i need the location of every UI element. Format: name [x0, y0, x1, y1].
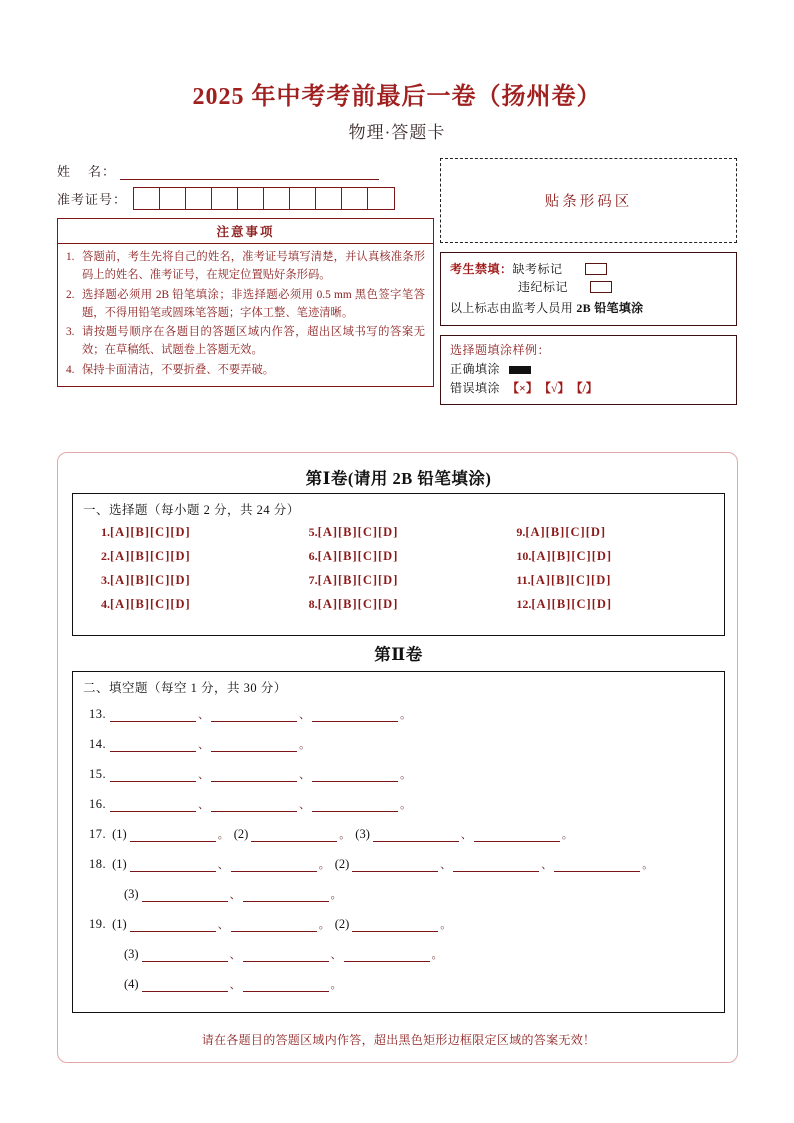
- volume-2-heading: 第Ⅱ卷: [374, 645, 423, 664]
- answer-blank[interactable]: [231, 858, 317, 872]
- answer-blank[interactable]: [373, 828, 459, 842]
- blank-terminator: 。: [431, 949, 443, 961]
- answer-blank[interactable]: [474, 828, 560, 842]
- exam-id-cell[interactable]: [160, 188, 186, 209]
- blank-separator: 、: [460, 829, 472, 841]
- blank-terminator: 。: [330, 979, 342, 991]
- page-title: 2025 年中考考前最后一卷（扬州卷）: [192, 84, 602, 110]
- absent-mark-row: [450, 260, 727, 278]
- exam-id-cell[interactable]: [316, 188, 342, 209]
- exam-id-row: [57, 186, 434, 210]
- footer-note: 请在各题目的答题区域内作答，超出黑色矩形边框限定区域的答案无效！: [201, 1033, 596, 1047]
- notice-item-text: 答题前，考生先将自己的姓名，准考证号填写清楚，并认真核准条形码上的姓名、准考证号，在规定位置贴好条形码。: [82, 251, 425, 282]
- choice-question-5[interactable]: [309, 525, 517, 540]
- fill-question-number: 16.: [89, 797, 107, 811]
- notice-title: 注意事项: [58, 219, 433, 244]
- choice-question-number: 1.: [101, 525, 110, 539]
- choice-question-number: 4.: [101, 597, 110, 611]
- blank-terminator: 。: [440, 919, 452, 931]
- fill-part-label: (3): [355, 827, 370, 841]
- correct-fill-row: [450, 360, 727, 379]
- fill-question-row: [89, 796, 724, 812]
- fill-question-row: [89, 736, 724, 752]
- notice-item: [66, 361, 425, 379]
- fill-part-label: (1): [112, 857, 127, 871]
- notice-item-number: 1.: [66, 251, 75, 263]
- blank-terminator: 。: [318, 919, 330, 931]
- choice-question-4[interactable]: [101, 597, 309, 612]
- fill-part-label: (4): [124, 977, 139, 991]
- forbidden-marks-box: [440, 252, 737, 326]
- answer-blank[interactable]: [110, 768, 196, 782]
- fill-in-blank-section-label: 二、填空题（每空 1 分，共 30 分）: [83, 681, 287, 695]
- blank-separator: 、: [198, 739, 210, 751]
- choice-question-number: 11.: [516, 573, 531, 587]
- fill-in-blank-list: [73, 696, 724, 992]
- answer-blank[interactable]: [344, 948, 430, 962]
- choice-question-12[interactable]: [516, 597, 724, 612]
- fill-question-row: [89, 766, 724, 782]
- wrong-mark-check-icon: 【√】: [544, 380, 570, 395]
- blank-terminator: 。: [400, 799, 412, 811]
- answer-blank[interactable]: [251, 828, 337, 842]
- blank-separator: 、: [299, 799, 311, 811]
- fill-part-label: (2): [233, 827, 249, 841]
- choice-options[interactable]: [A][B][C][D]: [317, 573, 399, 587]
- wrong-fill-label: 错误填涂: [450, 380, 501, 395]
- choice-question-9[interactable]: [516, 525, 724, 540]
- answer-blank[interactable]: [142, 978, 228, 992]
- choice-options[interactable]: [A][B][C][D]: [110, 597, 191, 611]
- barcode-area-label: 贴条形码区: [544, 194, 633, 210]
- choice-question-11[interactable]: [516, 573, 724, 588]
- fill-question-number: 13.: [89, 707, 107, 721]
- answer-blank[interactable]: [211, 768, 297, 782]
- page-subtitle: 物理·答题卡: [348, 123, 446, 142]
- exam-id-label: 准考证号：: [57, 191, 128, 207]
- exam-id-cell[interactable]: [264, 188, 290, 209]
- correct-fill-mark-icon: [509, 366, 531, 374]
- fill-part-label: (2): [334, 857, 350, 871]
- choice-question-number: 5.: [308, 525, 318, 539]
- answer-blank[interactable]: [453, 858, 539, 872]
- choice-options[interactable]: [A][B][C][D]: [531, 597, 613, 611]
- choice-question-10[interactable]: [516, 549, 724, 564]
- blank-separator: 、: [198, 709, 210, 721]
- barcode-and-marks-column: [440, 158, 737, 405]
- choice-question-8[interactable]: [309, 597, 517, 612]
- forbidden-label: 考生禁填：: [450, 262, 513, 276]
- choice-options[interactable]: [A][B][C][D]: [110, 525, 191, 539]
- fill-question-number: 14.: [89, 737, 107, 751]
- answer-blank[interactable]: [110, 798, 196, 812]
- answer-blank[interactable]: [243, 888, 329, 902]
- name-label: 姓 名：: [57, 164, 117, 179]
- fill-sample-title: 选择题填涂样例：: [450, 343, 551, 357]
- choice-options[interactable]: [A][B][C][D]: [525, 525, 607, 539]
- choice-options[interactable]: [A][B][C][D]: [317, 597, 399, 611]
- answer-blank[interactable]: [352, 858, 438, 872]
- fill-question-row: [89, 856, 724, 872]
- choice-question-number: 12.: [516, 597, 532, 611]
- blank-terminator: 。: [217, 829, 229, 841]
- choice-question-number: 3.: [101, 573, 110, 587]
- answer-blank[interactable]: [554, 858, 640, 872]
- choice-question-number: 10.: [516, 549, 532, 563]
- choice-question-2[interactable]: [101, 549, 309, 564]
- choice-question-3[interactable]: [101, 573, 309, 588]
- wrong-mark-cross-icon: 【×】: [507, 380, 538, 395]
- blank-separator: 、: [229, 979, 241, 991]
- forbidden-note-bold: 2B 铅笔填涂: [576, 301, 644, 315]
- blank-terminator: 。: [400, 769, 412, 781]
- volume-1-heading: 第Ⅰ卷(请用 2B 铅笔填涂): [305, 469, 492, 488]
- exam-id-cell[interactable]: [368, 188, 394, 209]
- blank-terminator: 。: [400, 709, 412, 721]
- fill-question-row: [115, 946, 724, 962]
- choice-question-1[interactable]: [101, 525, 309, 540]
- blank-terminator: 。: [642, 859, 654, 871]
- fill-question-row: [115, 886, 724, 902]
- fill-in-blank-area: [72, 671, 725, 1013]
- fill-sample-box: [440, 335, 737, 405]
- notice-item-number: 4.: [66, 363, 75, 376]
- violation-mark-checkbox[interactable]: [590, 281, 612, 293]
- exam-id-cell[interactable]: [134, 188, 160, 209]
- blank-separator: 、: [229, 889, 241, 901]
- notice-item-number: 2.: [66, 288, 75, 301]
- notice-box: [57, 218, 434, 387]
- choice-options[interactable]: [A][B][C][D]: [531, 549, 613, 563]
- fill-question-row: [115, 976, 724, 992]
- choice-question-number: 2.: [101, 549, 110, 563]
- answer-blank[interactable]: [312, 768, 398, 782]
- answer-blank[interactable]: [130, 858, 216, 872]
- notice-item: [66, 248, 425, 285]
- fill-part-label: (3): [124, 887, 139, 901]
- answer-blank[interactable]: [142, 888, 228, 902]
- name-input-line[interactable]: [120, 164, 379, 180]
- name-row: [57, 158, 434, 180]
- answer-blank[interactable]: [110, 708, 196, 722]
- violation-mark-row: [450, 278, 727, 296]
- page-title-block: [0, 82, 794, 143]
- answer-blank[interactable]: [231, 918, 317, 932]
- blank-separator: 、: [198, 799, 210, 811]
- blank-terminator: 。: [339, 829, 351, 841]
- blank-separator: 、: [541, 859, 553, 871]
- fill-part-label: (1): [112, 917, 127, 931]
- fill-question-number: 15.: [89, 767, 107, 781]
- answer-blank[interactable]: [312, 798, 398, 812]
- choice-question-7[interactable]: [309, 573, 517, 588]
- multiple-choice-area: [72, 493, 725, 636]
- notice-item: [66, 323, 425, 360]
- absent-mark-label: 缺考标记: [512, 262, 563, 276]
- fill-part-label: (1): [112, 827, 127, 841]
- exam-id-cell[interactable]: [212, 188, 238, 209]
- answer-blank[interactable]: [312, 708, 398, 722]
- notice-item-text: 选择题必须用 2B 铅笔填涂；非选择题必须用 0.5 mm 黑色签字笔答题，不得用铅笔或圆珠笔答题；字体工整、笔迹清晰。: [82, 288, 425, 319]
- choice-options[interactable]: [A][B][C][D]: [317, 549, 399, 563]
- choice-options[interactable]: [A][B][C][D]: [110, 573, 191, 587]
- answer-blank[interactable]: [243, 978, 329, 992]
- answer-blank[interactable]: [211, 738, 297, 752]
- answer-blank[interactable]: [352, 918, 438, 932]
- exam-id-cell[interactable]: [238, 188, 264, 209]
- blank-separator: 、: [299, 709, 311, 721]
- blank-separator: 、: [299, 769, 311, 781]
- forbidden-note-prefix: 以上标志由监考人员用: [450, 301, 577, 315]
- identity-and-notice-column: [57, 158, 434, 387]
- multiple-choice-grid: [73, 518, 724, 612]
- blank-separator: 、: [440, 859, 452, 871]
- wrong-mark-slash-icon: 【/】: [576, 380, 598, 395]
- fill-question-row: [89, 826, 724, 842]
- wrong-fill-row: [450, 379, 727, 398]
- answer-blank[interactable]: [110, 738, 196, 752]
- fill-part-label: (2): [334, 917, 350, 931]
- blank-terminator: 。: [561, 829, 573, 841]
- answer-blank[interactable]: [211, 708, 297, 722]
- absent-mark-checkbox[interactable]: [585, 263, 607, 275]
- forbidden-note: [450, 299, 727, 316]
- answer-blank[interactable]: [130, 918, 216, 932]
- exam-id-cell[interactable]: [342, 188, 368, 209]
- answer-blank[interactable]: [243, 948, 329, 962]
- choice-options[interactable]: [A][B][C][D]: [317, 525, 399, 539]
- answer-sheet-frame: [57, 452, 738, 1063]
- violation-mark-label: 违纪标记: [518, 280, 569, 294]
- correct-fill-label: 正确填涂: [450, 362, 501, 376]
- answer-blank[interactable]: [142, 948, 228, 962]
- blank-separator: 、: [217, 859, 229, 871]
- answer-blank[interactable]: [130, 828, 216, 842]
- fill-question-number: 19.: [89, 917, 107, 931]
- choice-question-number: 6.: [308, 549, 318, 563]
- notice-list: [58, 244, 433, 386]
- fill-part-label: (3): [124, 947, 139, 961]
- blank-terminator: 。: [330, 889, 342, 901]
- exam-id-cell[interactable]: [186, 188, 212, 209]
- notice-item-text: 请按题号顺序在各题目的答题区域内作答，超出区域书写的答案无效；在草稿纸、试题卷上答题无效。: [82, 326, 425, 357]
- blank-terminator: 。: [318, 859, 330, 871]
- choice-question-number: 7.: [308, 573, 318, 587]
- choice-options[interactable]: [A][B][C][D]: [110, 549, 191, 563]
- blank-separator: 、: [330, 949, 342, 961]
- exam-id-cell[interactable]: [290, 188, 316, 209]
- blank-separator: 、: [217, 919, 229, 931]
- fill-question-row: [89, 706, 724, 722]
- choice-question-number: 9.: [516, 525, 526, 539]
- choice-options[interactable]: [A][B][C][D]: [530, 573, 612, 587]
- fill-question-row: [89, 916, 724, 932]
- fill-question-number: 18.: [89, 857, 107, 871]
- blank-terminator: 。: [299, 739, 311, 751]
- notice-item-number: 3.: [66, 326, 75, 339]
- answer-blank[interactable]: [211, 798, 297, 812]
- exam-id-boxes[interactable]: [133, 187, 395, 210]
- barcode-paste-area: [440, 158, 737, 243]
- notice-item: [66, 286, 425, 323]
- choice-question-number: 8.: [308, 597, 318, 611]
- notice-item-text: 保持卡面清洁，不要折叠、不要弄破。: [82, 363, 275, 376]
- fill-question-number: 17.: [89, 827, 107, 841]
- multiple-choice-section-label: 一、选择题（每小题 2 分，共 24 分）: [83, 503, 300, 517]
- blank-separator: 、: [229, 949, 241, 961]
- blank-separator: 、: [198, 769, 210, 781]
- choice-question-6[interactable]: [309, 549, 517, 564]
